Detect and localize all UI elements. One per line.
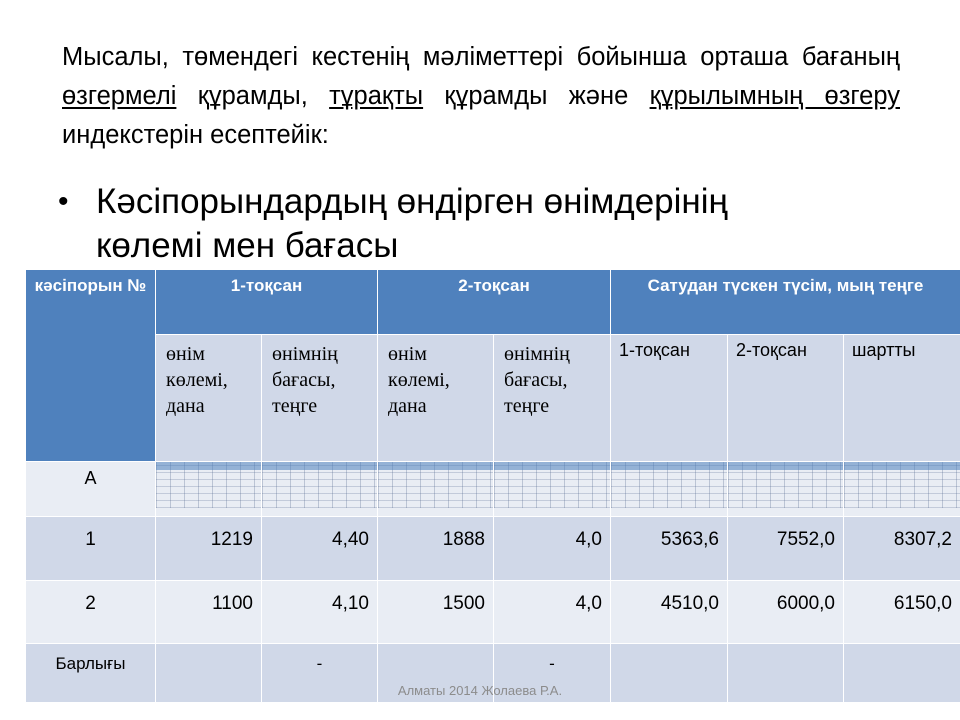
embedded-thumbnail (844, 462, 960, 517)
header-q1: 1-тоқсан (156, 270, 378, 335)
bullet-line-2: көлемі мен бағасы (96, 226, 399, 265)
embedded-thumbnail (378, 462, 494, 517)
table-row-a (26, 462, 960, 517)
term-variable-composition: өзгермелі (62, 82, 177, 110)
total-price-q1: - (262, 644, 378, 703)
table-row (26, 517, 960, 581)
cell-volume-q2: 1888 (378, 517, 494, 581)
cell-revenue-conditional: 8307,2 (844, 517, 960, 581)
subheader-volume-q1: өнім көлемі, дана (156, 335, 262, 462)
bullet-text (96, 180, 896, 268)
bullet-dot-icon: • (58, 185, 69, 218)
cell-volume-q2: 1500 (378, 581, 494, 644)
cell-volume-q1: 1219 (156, 517, 262, 581)
cell-price-q1: 4,40 (262, 517, 378, 581)
cell-revenue-q2: 6000,0 (728, 581, 844, 644)
thumbnail-image (262, 462, 377, 508)
subheader-revenue-q2: 2-тоқсан (728, 335, 844, 462)
subheader-volume-q2: өнім көлемі, дана (378, 335, 494, 462)
subheader-revenue-conditional: шартты (844, 335, 960, 462)
cell-revenue-q1: 4510,0 (611, 581, 728, 644)
row-a-label: А (26, 462, 156, 517)
thumbnail-image (611, 462, 727, 508)
term-fixed-composition: тұрақты (329, 82, 424, 110)
subheader-revenue-q1: 1-тоқсан (611, 335, 728, 462)
intro-paragraph (62, 38, 900, 155)
thumbnail-image (494, 462, 610, 508)
total-price-q2: - (494, 644, 611, 703)
thumbnail-image (156, 462, 261, 508)
cell-price-q1: 4,10 (262, 581, 378, 644)
header-enterprise: кәсіпорын № (26, 270, 156, 462)
embedded-thumbnail (728, 462, 844, 517)
subheader-row (26, 335, 960, 462)
row-id: 1 (26, 517, 156, 581)
intro-text-4: индекстерін есептейік: (62, 121, 329, 149)
cell-revenue-q1: 5363,6 (611, 517, 728, 581)
footer-text: Алматы 2014 Жолаева Р.А. (397, 683, 563, 698)
thumbnail-image (844, 462, 960, 508)
cell-revenue-conditional: 6150,0 (844, 581, 960, 644)
bullet-line-1: Кәсіпорындардың өндірген өнімдерінің (96, 182, 728, 221)
row-id: 2 (26, 581, 156, 644)
embedded-thumbnail (494, 462, 611, 517)
subheader-price-q1: өнімнің бағасы, теңге (262, 335, 378, 462)
data-table (25, 269, 960, 703)
cell-price-q2: 4,0 (494, 581, 611, 644)
subheader-price-q2: өнімнің бағасы, теңге (494, 335, 611, 462)
cell-price-q2: 4,0 (494, 517, 611, 581)
intro-text-1: Мысалы, төмендегі кестенің мәліметтері бойынша орташа бағаның (62, 43, 900, 71)
embedded-thumbnail (156, 462, 262, 517)
term-structural-change: құрылымның өзгеру (649, 82, 900, 110)
total-label: Барлығы (26, 644, 156, 703)
intro-text-2: құрамды, (176, 82, 330, 110)
cell-revenue-q2: 7552,0 (728, 517, 844, 581)
embedded-thumbnail (262, 462, 378, 517)
header-row (26, 270, 960, 335)
embedded-thumbnail (611, 462, 728, 517)
cell-volume-q1: 1100 (156, 581, 262, 644)
thumbnail-image (378, 462, 493, 508)
intro-text-3: құрамды және (423, 82, 650, 110)
thumbnail-image (728, 462, 843, 508)
table-row (26, 581, 960, 644)
header-revenue: Сатудан түскен түсім, мың теңге (611, 270, 960, 335)
header-q2: 2-тоқсан (378, 270, 611, 335)
